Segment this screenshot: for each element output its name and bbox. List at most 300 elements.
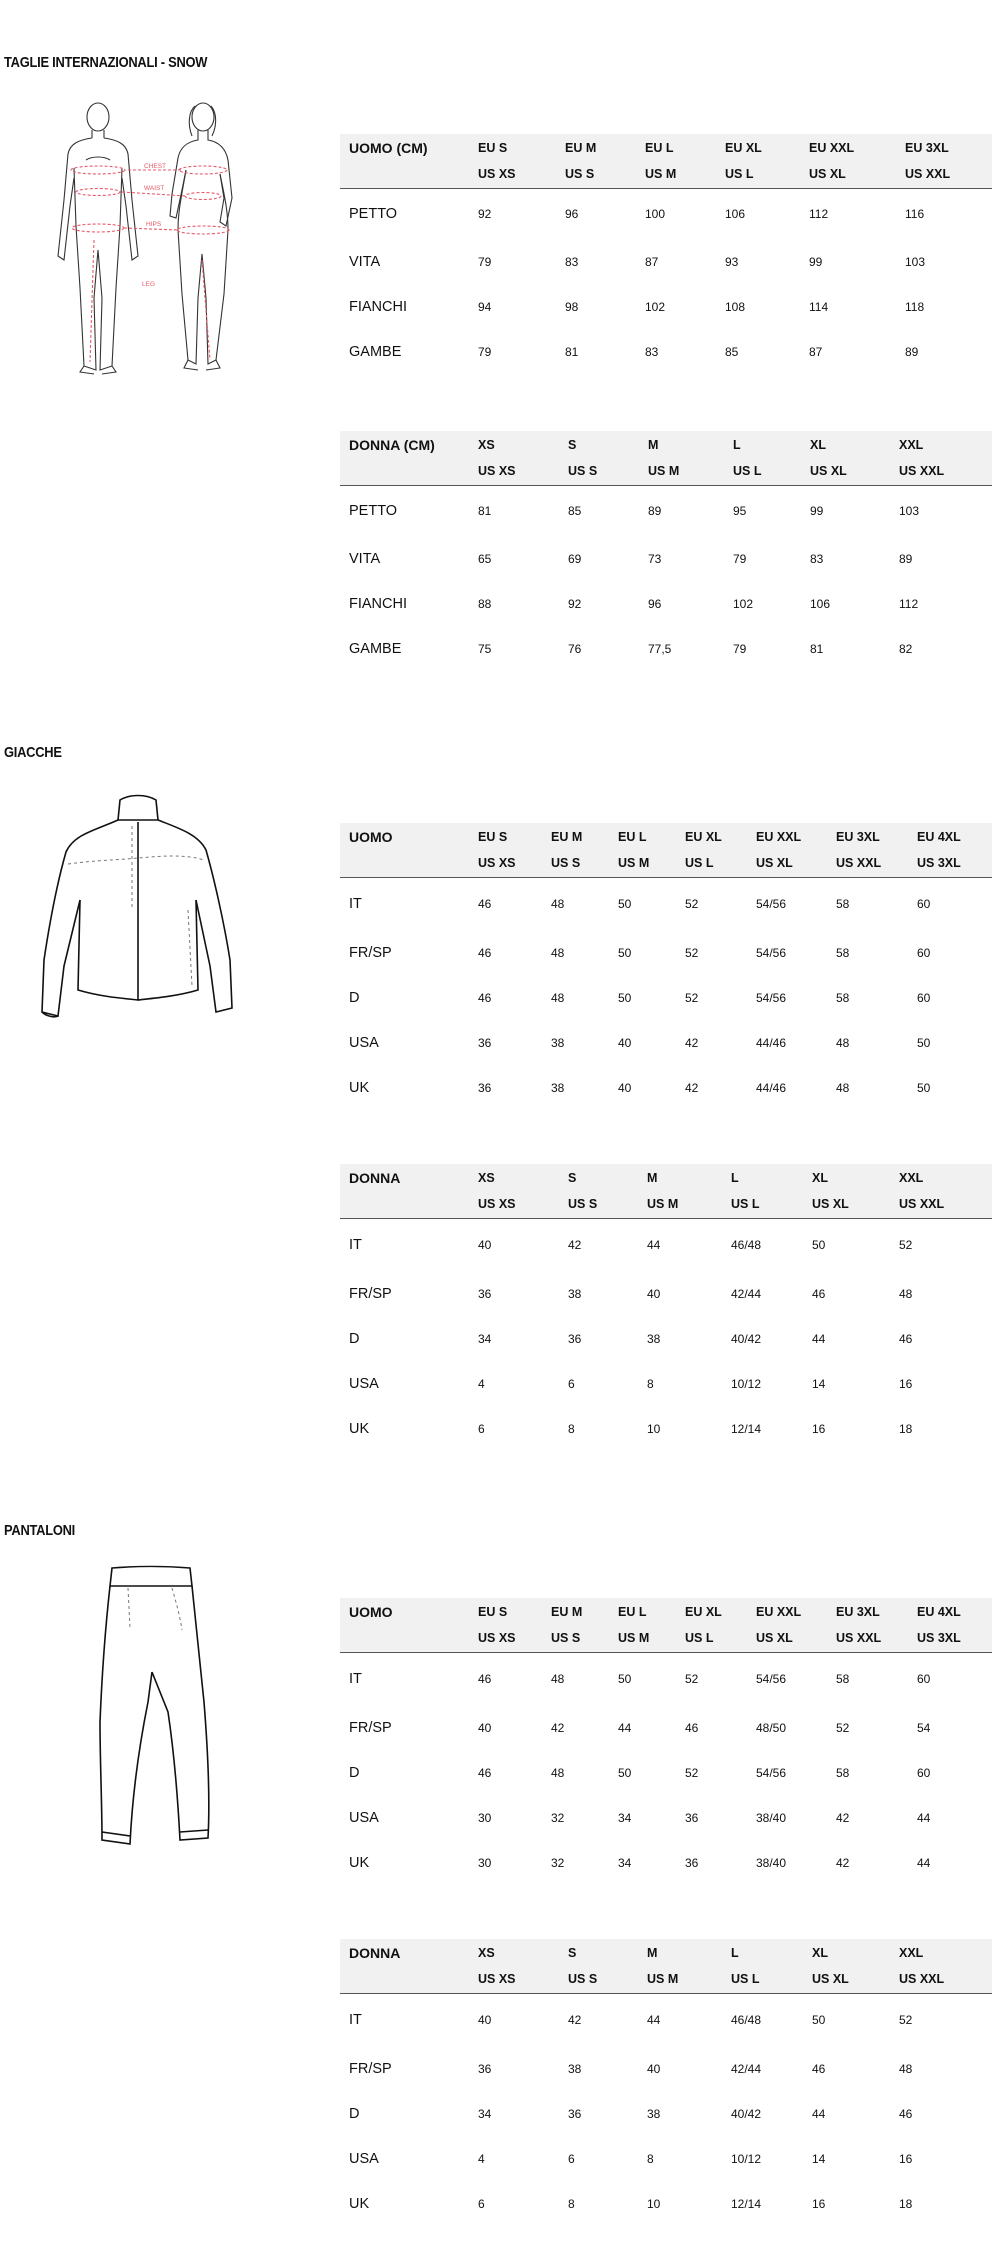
row-label: IT: [349, 1236, 362, 1253]
table-cell: 82: [899, 641, 913, 656]
table-cell: 44: [917, 1855, 931, 1870]
table-cell: 46: [478, 990, 492, 1005]
table-cell: 46: [478, 1765, 492, 1780]
jacket-icon: [38, 790, 258, 1050]
table-row: [340, 1939, 992, 1966]
row-label: FR/SP: [349, 944, 392, 961]
table-corner: UOMO (CM): [340, 134, 469, 161]
header-us: US M: [638, 1191, 722, 1218]
table-row: [340, 188, 992, 239]
table-cell: 58: [836, 1671, 850, 1686]
table-row: [340, 975, 992, 1020]
header-eu: EU M: [556, 134, 636, 161]
header-eu: EU L: [609, 1598, 676, 1625]
table-cell: 88: [478, 596, 492, 611]
header-us: US XL: [803, 1191, 890, 1218]
table-cell: 36: [478, 2061, 492, 2076]
table-cell: 79: [478, 254, 492, 269]
table-cell: 16: [812, 1421, 826, 1436]
header-us: US L: [676, 850, 747, 877]
table-cell: 50: [917, 1080, 931, 1095]
table-cell: 6: [478, 1421, 485, 1436]
header-us: US XXL: [827, 1625, 908, 1652]
table-row: [340, 1750, 992, 1795]
leg-label: LEG: [142, 281, 156, 288]
table-row: [340, 329, 992, 374]
table-cell: 54/56: [756, 1671, 787, 1686]
table-cell: 81: [810, 641, 824, 656]
table-cell: 6: [568, 2151, 575, 2166]
table-row: [340, 2181, 992, 2226]
table-corner: UOMO: [340, 823, 469, 850]
table-row: [340, 1218, 992, 1271]
table-cell: 54/56: [756, 1765, 787, 1780]
table-cell: 12/14: [731, 2196, 762, 2211]
table-cell: 32: [551, 1810, 565, 1825]
row-label: FR/SP: [349, 2060, 392, 2077]
header-eu: EU 3XL: [827, 1598, 908, 1625]
table-cell: 42: [836, 1810, 850, 1825]
table-cell: 42: [568, 2012, 582, 2027]
table-cell: 46: [478, 896, 492, 911]
table-cell: 48: [551, 945, 565, 960]
header-eu: S: [559, 431, 639, 458]
table-cell: 99: [810, 503, 824, 518]
header-eu: XL: [801, 431, 890, 458]
header-us: US M: [638, 1966, 722, 1993]
table-cell: 46: [899, 2106, 913, 2121]
row-label: VITA: [349, 253, 381, 270]
table-cell: 58: [836, 945, 850, 960]
giacche-donna-table: [340, 1164, 992, 1451]
table-cell: 42/44: [731, 2061, 762, 2076]
header-us: US L: [722, 1191, 803, 1218]
table-cell: 42: [568, 1237, 582, 1252]
table-row: [340, 1598, 992, 1625]
header-us: US XS: [469, 1625, 542, 1652]
row-label: D: [349, 1764, 360, 1781]
table-cell: 42: [836, 1855, 850, 1870]
header-eu: XXL: [890, 1939, 992, 1966]
table-cell: 50: [812, 2012, 826, 2027]
table-cell: 46: [478, 1671, 492, 1686]
table-cell: 46: [812, 2061, 826, 2076]
row-label: UK: [349, 2195, 370, 2212]
table-cell: 40/42: [731, 1331, 762, 1346]
table-cell: 38: [647, 2106, 661, 2121]
table-cell: 83: [645, 344, 659, 359]
table-cell: 85: [725, 344, 739, 359]
table-cell: 50: [618, 990, 632, 1005]
table-cell: 60: [917, 945, 931, 960]
table-cell: 50: [618, 896, 632, 911]
table-cell: 112: [809, 206, 829, 221]
header-eu: EU S: [469, 1598, 542, 1625]
table-cell: 36: [685, 1855, 699, 1870]
header-us: US XXL: [827, 850, 908, 877]
header-cell: [340, 1966, 469, 1993]
table-cell: 30: [478, 1810, 492, 1825]
row-label: VITA: [349, 550, 381, 567]
table-cell: 81: [478, 503, 492, 518]
header-us: US 3XL: [908, 850, 992, 877]
table-cell: 54: [917, 1720, 931, 1735]
table-cell: 38/40: [756, 1810, 787, 1825]
table-cell: 48/50: [756, 1720, 787, 1735]
header-eu: XS: [469, 1164, 559, 1191]
table-cell: 85: [568, 503, 582, 518]
table-cell: 32: [551, 1855, 565, 1870]
table-cell: 50: [618, 1765, 632, 1780]
header-us: US XXL: [890, 1191, 992, 1218]
table-cell: 60: [917, 1671, 931, 1686]
header-us: US XL: [803, 1966, 890, 1993]
table-corner: DONNA: [340, 1939, 469, 1966]
table-cell: 112: [899, 596, 919, 611]
header-us: US S: [559, 1966, 638, 1993]
table-cell: 34: [478, 1331, 492, 1346]
row-label: IT: [349, 1670, 362, 1687]
table-cell: 44: [647, 1237, 661, 1252]
waist-label: WAIST: [144, 185, 165, 192]
table-cell: 60: [917, 990, 931, 1005]
table-cell: 8: [568, 1421, 575, 1436]
table-cell: 10/12: [731, 1376, 762, 1391]
header-us: US S: [559, 1191, 638, 1218]
table-cell: 48: [551, 1671, 565, 1686]
table-cell: 48: [836, 1080, 850, 1095]
header-eu: XXL: [890, 431, 992, 458]
table-cell: 89: [648, 503, 662, 518]
table-cell: 44: [812, 2106, 826, 2121]
chest-label: CHEST: [144, 163, 167, 170]
table-cell: 46: [899, 1331, 913, 1346]
header-eu: EU 3XL: [827, 823, 908, 850]
table-cell: 50: [618, 945, 632, 960]
table-cell: 52: [685, 896, 699, 911]
table-cell: 92: [568, 596, 582, 611]
table-cell: 79: [733, 641, 747, 656]
table-cell: 52: [685, 990, 699, 1005]
header-us: US M: [636, 161, 716, 188]
table-cell: 44/46: [756, 1080, 787, 1095]
table-row: [340, 1020, 992, 1065]
table-cell: 52: [899, 1237, 913, 1252]
row-label: UK: [349, 1079, 370, 1096]
header-eu: S: [559, 1939, 638, 1966]
table-cell: 102: [733, 596, 754, 611]
table-row: [340, 850, 992, 877]
table-row: [340, 823, 992, 850]
table-cell: 36: [478, 1080, 492, 1095]
header-eu: EU XXL: [747, 1598, 827, 1625]
table-cell: 16: [812, 2196, 826, 2211]
table-cell: 40: [618, 1035, 632, 1050]
pantaloni-uomo-table: [340, 1598, 992, 1885]
table-row: [340, 1065, 992, 1110]
table-cell: 58: [836, 990, 850, 1005]
table-row: [340, 2046, 992, 2091]
giacche-uomo-table: [340, 823, 992, 1110]
table-row: [340, 1966, 992, 1993]
table-cell: 87: [645, 254, 659, 269]
header-eu: L: [722, 1939, 803, 1966]
snow-donna-table: [340, 431, 992, 671]
header-eu: EU XL: [676, 823, 747, 850]
table-cell: 99: [809, 254, 823, 269]
header-us: US XS: [469, 1191, 559, 1218]
table-cell: 38: [551, 1080, 565, 1095]
table-cell: 16: [899, 1376, 913, 1391]
header-eu: EU M: [542, 823, 609, 850]
table-cell: 58: [836, 1765, 850, 1780]
header-eu: EU S: [469, 134, 556, 161]
table-cell: 100: [645, 206, 666, 221]
table-row: [340, 431, 992, 458]
header-cell: [340, 458, 469, 485]
table-cell: 40: [478, 1720, 492, 1735]
table-cell: 44: [812, 1331, 826, 1346]
table-row: [340, 239, 992, 284]
table-cell: 106: [810, 596, 831, 611]
table-cell: 38: [647, 1331, 661, 1346]
table-row: [340, 1361, 992, 1406]
table-cell: 44: [647, 2012, 661, 2027]
table-row: [340, 1406, 992, 1451]
table-row: [340, 1625, 992, 1652]
table-cell: 40: [478, 1237, 492, 1252]
table-cell: 46/48: [731, 2012, 762, 2027]
snow-uomo-table: [340, 134, 992, 374]
table-cell: 58: [836, 896, 850, 911]
header-us: US XL: [747, 1625, 827, 1652]
row-label: USA: [349, 2150, 379, 2167]
header-eu: L: [724, 431, 801, 458]
header-eu: EU L: [636, 134, 716, 161]
table-cell: 103: [905, 254, 926, 269]
table-cell: 54/56: [756, 896, 787, 911]
table-corner: DONNA: [340, 1164, 469, 1191]
header-eu: M: [638, 1164, 722, 1191]
header-cell: [340, 1625, 469, 1652]
table-row: [340, 485, 992, 536]
table-cell: 83: [810, 551, 824, 566]
table-cell: 60: [917, 1765, 931, 1780]
table-row: [340, 626, 992, 671]
table-cell: 79: [478, 344, 492, 359]
section-title-snow: TAGLIE INTERNAZIONALI - SNOW: [4, 54, 208, 71]
table-cell: 48: [899, 2061, 913, 2076]
header-us: US XS: [469, 1966, 559, 1993]
table-cell: 38: [568, 2061, 582, 2076]
table-cell: 75: [478, 641, 492, 656]
header-eu: EU XXL: [800, 134, 896, 161]
table-cell: 8: [568, 2196, 575, 2211]
header-us: US XS: [469, 850, 542, 877]
table-cell: 30: [478, 1855, 492, 1870]
table-row: [340, 134, 992, 161]
table-cell: 83: [565, 254, 579, 269]
table-row: [340, 1705, 992, 1750]
table-cell: 95: [733, 503, 747, 518]
table-row: [340, 2091, 992, 2136]
row-label: FR/SP: [349, 1285, 392, 1302]
table-row: [340, 1652, 992, 1705]
table-cell: 52: [685, 945, 699, 960]
header-eu: XS: [469, 431, 559, 458]
body-measurements-illustration: [40, 98, 250, 388]
header-us: US 3XL: [908, 1625, 992, 1652]
table-cell: 18: [899, 1421, 913, 1436]
table-cell: 38/40: [756, 1855, 787, 1870]
pants-icon: [96, 1562, 216, 1852]
header-us: US XXL: [890, 1966, 992, 1993]
table-cell: 52: [836, 1720, 850, 1735]
table-cell: 40/42: [731, 2106, 762, 2121]
table-cell: 94: [478, 299, 492, 314]
section-title-giacche: GIACCHE: [4, 744, 62, 761]
table-cell: 60: [917, 896, 931, 911]
header-cell: [340, 161, 469, 188]
table-cell: 8: [647, 2151, 654, 2166]
table-cell: 118: [905, 299, 925, 314]
row-label: D: [349, 989, 360, 1006]
table-cell: 40: [647, 1286, 661, 1301]
header-us: US L: [716, 161, 800, 188]
header-us: US XL: [747, 850, 827, 877]
table-cell: 54/56: [756, 990, 787, 1005]
table-cell: 38: [551, 1035, 565, 1050]
row-label: D: [349, 1330, 360, 1347]
table-cell: 48: [899, 1286, 913, 1301]
table-row: [340, 930, 992, 975]
table-cell: 36: [568, 1331, 582, 1346]
header-eu: EU XXL: [747, 823, 827, 850]
table-cell: 52: [899, 2012, 913, 2027]
header-us: US XL: [800, 161, 896, 188]
table-row: [340, 1795, 992, 1840]
table-cell: 73: [648, 551, 662, 566]
header-us: US XL: [801, 458, 890, 485]
table-cell: 6: [568, 1376, 575, 1391]
row-label: PETTO: [349, 205, 398, 222]
header-eu: XS: [469, 1939, 559, 1966]
table-cell: 65: [478, 551, 492, 566]
header-eu: EU 4XL: [908, 1598, 992, 1625]
table-row: [340, 536, 992, 581]
table-cell: 36: [685, 1810, 699, 1825]
table-cell: 50: [917, 1035, 931, 1050]
table-row: [340, 877, 992, 930]
header-us: US XXL: [896, 161, 992, 188]
header-eu: EU 3XL: [896, 134, 992, 161]
table-cell: 50: [812, 1237, 826, 1252]
row-label: USA: [349, 1375, 379, 1392]
header-eu: M: [638, 1939, 722, 1966]
header-us: US L: [676, 1625, 747, 1652]
table-row: [340, 581, 992, 626]
table-row: [340, 284, 992, 329]
table-row: [340, 1993, 992, 2046]
header-eu: EU L: [609, 823, 676, 850]
table-cell: 46: [685, 1720, 699, 1735]
table-cell: 54/56: [756, 945, 787, 960]
table-cell: 10: [647, 2196, 661, 2211]
header-us: US S: [542, 850, 609, 877]
table-cell: 12/14: [731, 1421, 762, 1436]
table-cell: 46: [478, 945, 492, 960]
header-cell: [340, 850, 469, 877]
table-row: [340, 1316, 992, 1361]
table-cell: 10/12: [731, 2151, 762, 2166]
table-cell: 40: [478, 2012, 492, 2027]
row-label: USA: [349, 1034, 379, 1051]
table-cell: 14: [812, 2151, 826, 2166]
table-cell: 116: [905, 206, 925, 221]
table-cell: 38: [568, 1286, 582, 1301]
header-us: US XS: [469, 161, 556, 188]
table-cell: 40: [618, 1080, 632, 1095]
table-cell: 34: [618, 1855, 632, 1870]
header-eu: EU XL: [676, 1598, 747, 1625]
table-cell: 36: [568, 2106, 582, 2121]
table-cell: 96: [565, 206, 579, 221]
table-cell: 42: [551, 1720, 565, 1735]
table-cell: 79: [733, 551, 747, 566]
header-eu: EU S: [469, 823, 542, 850]
table-cell: 81: [565, 344, 579, 359]
header-cell: [340, 1191, 469, 1218]
row-label: IT: [349, 895, 362, 912]
table-cell: 14: [812, 1376, 826, 1391]
row-label: GAMBE: [349, 343, 402, 360]
table-cell: 40: [647, 2061, 661, 2076]
table-cell: 18: [899, 2196, 913, 2211]
header-us: US L: [724, 458, 801, 485]
table-cell: 114: [809, 299, 829, 314]
table-cell: 48: [551, 896, 565, 911]
table-cell: 87: [809, 344, 823, 359]
header-eu: XL: [803, 1164, 890, 1191]
pantaloni-donna-table: [340, 1939, 992, 2226]
header-eu: EU M: [542, 1598, 609, 1625]
table-cell: 89: [899, 551, 913, 566]
header-eu: EU 4XL: [908, 823, 992, 850]
table-cell: 106: [725, 206, 746, 221]
table-cell: 98: [565, 299, 579, 314]
table-cell: 48: [551, 1765, 565, 1780]
table-cell: 16: [899, 2151, 913, 2166]
section-title-pantaloni: PANTALONI: [4, 1522, 76, 1539]
table-cell: 6: [478, 2196, 485, 2211]
row-label: USA: [349, 1809, 379, 1826]
row-label: UK: [349, 1420, 370, 1437]
table-row: [340, 1164, 992, 1191]
table-corner: UOMO: [340, 1598, 469, 1625]
table-cell: 89: [905, 344, 919, 359]
table-cell: 48: [551, 990, 565, 1005]
table-cell: 36: [478, 1035, 492, 1050]
table-cell: 42: [685, 1035, 699, 1050]
header-us: US L: [722, 1966, 803, 1993]
header-us: US S: [559, 458, 639, 485]
table-row: [340, 2136, 992, 2181]
header-eu: S: [559, 1164, 638, 1191]
table-cell: 108: [725, 299, 746, 314]
header-us: US S: [556, 161, 636, 188]
table-cell: 92: [478, 206, 492, 221]
table-cell: 77,5: [648, 641, 672, 656]
